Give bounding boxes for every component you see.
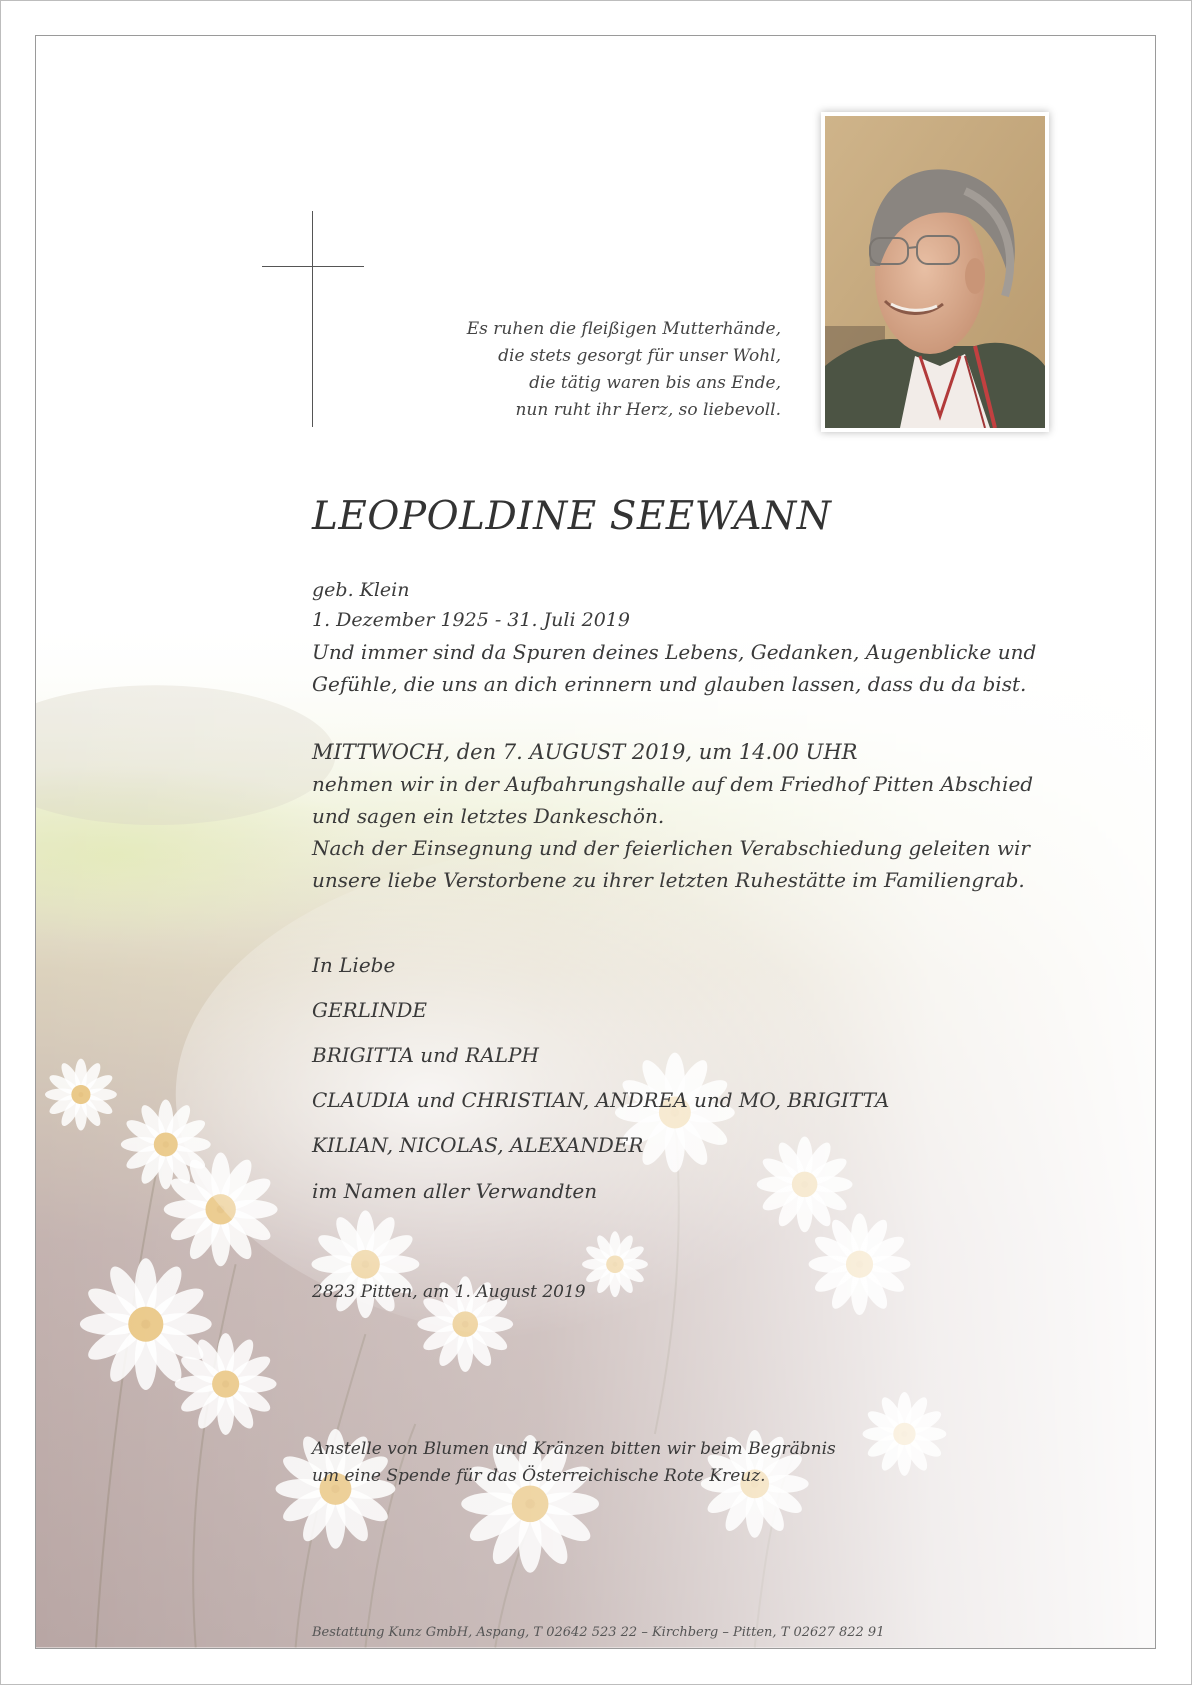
poem-line: die tätig waren bis ans Ende,	[529, 373, 781, 393]
ceremony-line: und sagen ein letztes Dankeschön.	[312, 804, 665, 828]
deceased-name: LEOPOLDINE SEEWANN	[312, 494, 832, 539]
mourner-name: BRIGITTA und RALPH	[312, 1043, 539, 1067]
donation-line: um eine Spende für das Österreichische Rote Kreuz.	[312, 1466, 766, 1486]
mourners-intro: In Liebe	[312, 953, 396, 977]
life-dates: 1. Dezember 1925 - 31. Juli 2019	[312, 609, 630, 631]
memorial-quote	[312, 636, 1092, 700]
deceased-details	[312, 575, 1092, 635]
obituary-card	[35, 35, 1156, 1649]
ceremony-headline: MITTWOCH, den 7. AUGUST 2019, um 14.00 UHR	[312, 740, 858, 764]
obituary-content	[36, 36, 1155, 1648]
ceremony-line: unsere liebe Verstorbene zu ihrer letzten Ruhestätte im Familiengrab.	[312, 868, 1025, 892]
poem-line: die stets gesorgt für unser Wohl,	[498, 346, 781, 366]
mourners-closing: im Namen aller Verwandten	[312, 1179, 598, 1203]
portrait-photo	[825, 116, 1045, 428]
ceremony-line: Nach der Einsegnung und der feierlichen Verabschiedung geleiten wir	[312, 836, 1030, 860]
quote-line: Und immer sind da Spuren deines Lebens, Gedanken, Augenblicke und	[312, 640, 1037, 664]
donation-line: Anstelle von Blumen und Kränzen bitten wir beim Begräbnis	[312, 1439, 836, 1459]
poem-line: nun ruht ihr Herz, so liebevoll.	[515, 400, 781, 420]
mourner-name: KILIAN, NICOLAS, ALEXANDER	[312, 1133, 644, 1157]
portrait-frame	[821, 112, 1049, 432]
poem-line: Es ruhen die fleißigen Mutterhände,	[466, 319, 781, 339]
mourner-name: GERLINDE	[312, 998, 427, 1022]
birth-name: geb. Klein	[312, 579, 410, 601]
cross-icon-bar	[262, 266, 364, 267]
funeral-home-footer: Bestattung Kunz GmbH, Aspang, T 02642 523 22 – Kirchberg – Pitten, T 02627 822 91	[312, 1625, 885, 1640]
quote-line: Gefühle, die uns an dich erinnern und glauben lassen, dass du da bist.	[312, 672, 1027, 696]
donation-note	[312, 1436, 1092, 1490]
mourner-name: CLAUDIA und CHRISTIAN, ANDREA und MO, BRIGITTA	[312, 1088, 890, 1112]
ceremony-info	[312, 736, 1092, 896]
cross-icon	[312, 211, 313, 427]
ceremony-line: nehmen wir in der Aufbahrungshalle auf dem Friedhof Pitten Abschied	[312, 772, 1034, 796]
poem	[361, 316, 781, 424]
mourners	[312, 946, 1092, 1214]
place-date: 2823 Pitten, am 1. August 2019	[312, 1282, 586, 1302]
